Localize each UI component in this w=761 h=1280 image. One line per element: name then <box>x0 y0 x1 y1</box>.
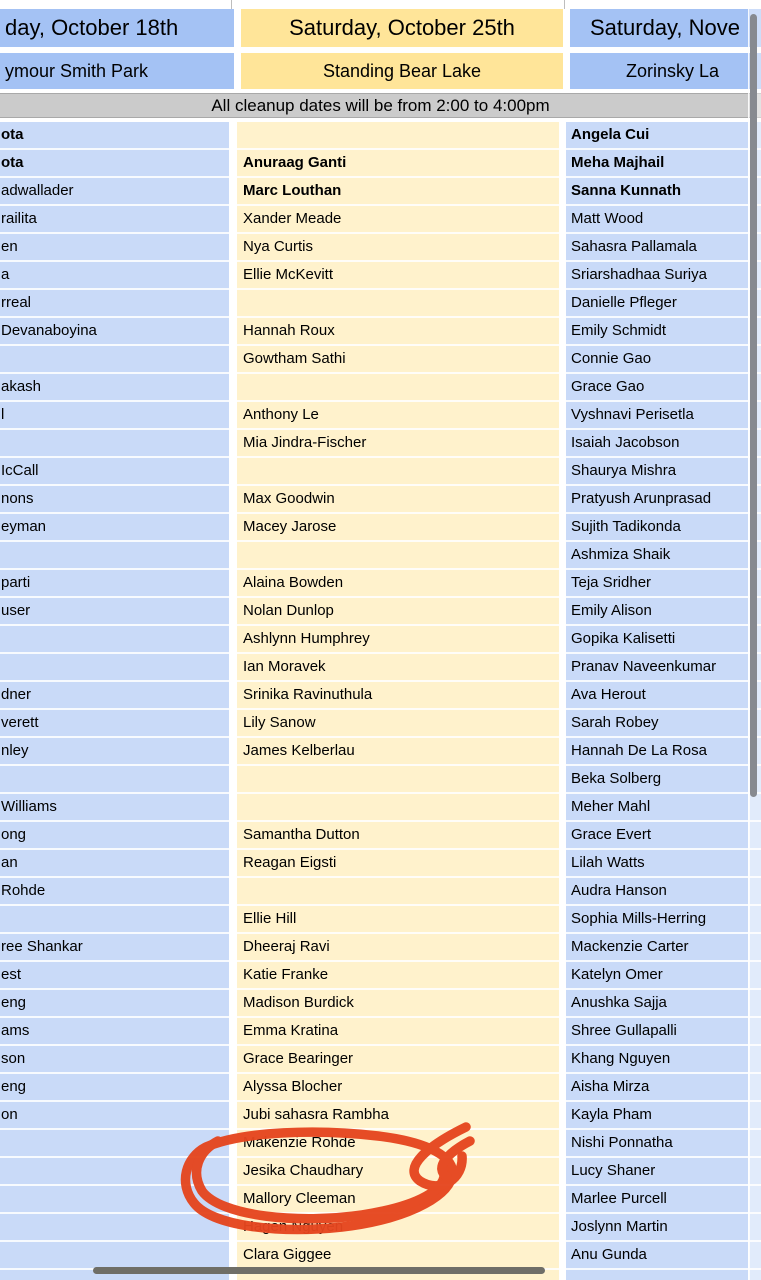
cell[interactable]: Isaiah Jacobson <box>566 430 761 458</box>
cell[interactable]: Meher Mahl <box>566 794 761 822</box>
vertical-scrollbar-thumb[interactable] <box>750 14 757 797</box>
table-row <box>0 178 761 206</box>
cell[interactable]: Lucy Shaner <box>566 1158 761 1186</box>
table-row <box>0 626 761 654</box>
cell[interactable]: eng <box>0 1074 229 1102</box>
cell[interactable]: ams <box>0 1018 229 1046</box>
cell[interactable]: Aisha Mirza <box>566 1074 761 1102</box>
cell[interactable] <box>0 542 229 570</box>
table-row <box>0 1102 761 1130</box>
location-col3[interactable]: Zorinsky La <box>570 53 761 89</box>
cell[interactable]: Lily Sanow <box>237 710 559 738</box>
cell[interactable]: Mackenzie Carter <box>566 934 761 962</box>
table-row <box>0 570 761 598</box>
cell[interactable]: Alyssa Blocher <box>237 1074 559 1102</box>
cell[interactable] <box>237 878 559 906</box>
table-row <box>0 682 761 710</box>
table-row <box>0 514 761 542</box>
cell[interactable]: ong <box>0 822 229 850</box>
cell[interactable]: Sriarshadhaa Suriya <box>566 262 761 290</box>
cell[interactable]: Nolan Dunlop <box>237 598 559 626</box>
location-col2[interactable]: Standing Bear Lake <box>241 53 563 89</box>
cell[interactable]: Marc Louthan <box>237 178 559 206</box>
cell[interactable] <box>237 458 559 486</box>
cell[interactable]: on <box>0 1102 229 1130</box>
cell[interactable]: akash <box>0 374 229 402</box>
table-row <box>0 430 761 458</box>
cell[interactable] <box>0 1158 229 1186</box>
cell[interactable] <box>237 794 559 822</box>
cell[interactable]: Hannah De La Rosa <box>566 738 761 766</box>
cell[interactable]: Anuraag Ganti <box>237 150 559 178</box>
cell[interactable]: nons <box>0 486 229 514</box>
table-row <box>0 122 761 150</box>
cell[interactable]: a <box>0 262 229 290</box>
table-row <box>0 1018 761 1046</box>
cell[interactable]: Emma Kratina <box>237 1018 559 1046</box>
cell[interactable] <box>0 626 229 654</box>
cell[interactable]: Teja Sridher <box>566 570 761 598</box>
cell[interactable]: Devanaboyina <box>0 318 229 346</box>
cell[interactable]: Katie Franke <box>237 962 559 990</box>
table-row <box>0 1242 761 1270</box>
date-header-col2[interactable]: Saturday, October 25th <box>241 9 563 47</box>
cell[interactable]: Anushka Sajja <box>566 990 761 1018</box>
cell[interactable] <box>0 1130 229 1158</box>
cell[interactable]: Max Goodwin <box>237 486 559 514</box>
location-header-row <box>0 53 761 89</box>
cell[interactable]: Makenzie Rohde <box>237 1130 559 1158</box>
cell[interactable]: Samantha Dutton <box>237 822 559 850</box>
cell[interactable]: railita <box>0 206 229 234</box>
cell[interactable]: Shaurya Mishra <box>566 458 761 486</box>
table-row <box>0 794 761 822</box>
table-body <box>0 122 761 1280</box>
cell[interactable]: adwallader <box>0 178 229 206</box>
horizontal-scrollbar-thumb[interactable] <box>93 1267 545 1274</box>
cell[interactable]: Grace Gao <box>566 374 761 402</box>
cell[interactable]: Sujith Tadikonda <box>566 514 761 542</box>
table-row <box>0 766 761 794</box>
table-row <box>0 1046 761 1074</box>
table-row <box>0 738 761 766</box>
cell[interactable]: Ashmiza Shaik <box>566 542 761 570</box>
cell[interactable]: Anthony Le <box>237 402 559 430</box>
gridline <box>231 0 232 9</box>
date-header-row <box>0 9 761 47</box>
cell[interactable]: Ava Herout <box>566 682 761 710</box>
cell[interactable]: Khang Nguyen <box>566 1046 761 1074</box>
cell[interactable]: Madison Burdick <box>237 990 559 1018</box>
cell[interactable]: Mia Jindra-Fischer <box>237 430 559 458</box>
cell[interactable]: ree Shankar <box>0 934 229 962</box>
table-row <box>0 1130 761 1158</box>
cell[interactable]: parti <box>0 570 229 598</box>
cell[interactable]: nley <box>0 738 229 766</box>
cell[interactable]: ota <box>0 122 229 150</box>
cell[interactable] <box>237 542 559 570</box>
cell[interactable]: Beka Solberg <box>566 766 761 794</box>
cell[interactable]: Sahasra Pallamala <box>566 234 761 262</box>
table-row <box>0 374 761 402</box>
cell[interactable]: Emily Alison <box>566 598 761 626</box>
cell[interactable]: son <box>0 1046 229 1074</box>
cell[interactable]: verett <box>0 710 229 738</box>
cell[interactable] <box>0 766 229 794</box>
cell[interactable]: Ellie Hill <box>237 906 559 934</box>
cell[interactable]: Sarah Robey <box>566 710 761 738</box>
table-row <box>0 906 761 934</box>
table-row <box>0 1158 761 1186</box>
table-row <box>0 542 761 570</box>
cell[interactable]: Emily Schmidt <box>566 318 761 346</box>
cell[interactable]: Ellie McKevitt <box>237 262 559 290</box>
table-row <box>0 458 761 486</box>
table-row <box>0 150 761 178</box>
cell[interactable]: Ian Moravek <box>237 654 559 682</box>
table-row <box>0 654 761 682</box>
cell[interactable] <box>237 766 559 794</box>
cell[interactable]: dner <box>0 682 229 710</box>
cell[interactable]: Reagan Eigsti <box>237 850 559 878</box>
cell[interactable]: Audra Hanson <box>566 878 761 906</box>
location-col1[interactable]: ymour Smith Park <box>0 53 234 89</box>
cell[interactable]: en <box>0 234 229 262</box>
cell[interactable]: Gopika Kalisetti <box>566 626 761 654</box>
cell[interactable]: Hagen Nguyen <box>237 1214 559 1242</box>
cell[interactable]: Joslynn Martin <box>566 1214 761 1242</box>
cell[interactable]: Anu Gunda <box>566 1242 761 1270</box>
banner-note[interactable]: All cleanup dates will be from 2:00 to 4:00pm <box>0 93 761 118</box>
cell[interactable]: Katelyn Omer <box>566 962 761 990</box>
table-row <box>0 850 761 878</box>
cell[interactable] <box>0 654 229 682</box>
cell[interactable]: Grace Bearinger <box>237 1046 559 1074</box>
cell[interactable] <box>0 906 229 934</box>
table-row <box>0 962 761 990</box>
table-row <box>0 290 761 318</box>
cell[interactable]: Vyshnavi Perisetla <box>566 402 761 430</box>
cell[interactable]: Ashlynn Humphrey <box>237 626 559 654</box>
table-row <box>0 206 761 234</box>
cell[interactable]: Macey Jarose <box>237 514 559 542</box>
cell[interactable]: Rohde <box>0 878 229 906</box>
cell[interactable]: Xander Meade <box>237 206 559 234</box>
cell[interactable]: Marlee Purcell <box>566 1186 761 1214</box>
cell[interactable]: eng <box>0 990 229 1018</box>
cell[interactable]: Connie Gao <box>566 346 761 374</box>
cell[interactable] <box>0 1242 229 1270</box>
date-header-col3[interactable]: Saturday, Nove <box>570 9 761 47</box>
cell[interactable]: l <box>0 402 229 430</box>
table-row <box>0 1186 761 1214</box>
cell[interactable]: ota <box>0 150 229 178</box>
cell[interactable] <box>0 346 229 374</box>
table-row <box>0 598 761 626</box>
table-row <box>0 1074 761 1102</box>
cell[interactable]: Meha Majhail <box>566 150 761 178</box>
gridline <box>564 0 565 9</box>
cell[interactable]: Pranav Naveenkumar <box>566 654 761 682</box>
cell[interactable]: Angela Cui <box>566 122 761 150</box>
cell[interactable]: Jesika Chaudhary <box>237 1158 559 1186</box>
cell[interactable]: rreal <box>0 290 229 318</box>
cell[interactable]: Sophia Mills-Herring <box>566 906 761 934</box>
table-row <box>0 234 761 262</box>
table-row <box>0 822 761 850</box>
cell[interactable]: Jubi sahasra Rambha <box>237 1102 559 1130</box>
cell[interactable]: Kayla Pham <box>566 1102 761 1130</box>
cell[interactable] <box>0 1214 229 1242</box>
cell[interactable] <box>237 290 559 318</box>
cell[interactable]: Matt Wood <box>566 206 761 234</box>
cell[interactable] <box>566 1270 761 1280</box>
cell[interactable]: Danielle Pfleger <box>566 290 761 318</box>
table-row <box>0 486 761 514</box>
table-row <box>0 710 761 738</box>
table-row <box>0 934 761 962</box>
table-row <box>0 990 761 1018</box>
table-row <box>0 262 761 290</box>
cell[interactable]: Nishi Ponnatha <box>566 1130 761 1158</box>
table-row <box>0 318 761 346</box>
cell[interactable]: Hannah Roux <box>237 318 559 346</box>
cell[interactable]: Lilah Watts <box>566 850 761 878</box>
table-row <box>0 1214 761 1242</box>
cell[interactable]: James Kelberlau <box>237 738 559 766</box>
cell[interactable]: an <box>0 850 229 878</box>
cell[interactable]: Pratyush Arunprasad <box>566 486 761 514</box>
cell[interactable]: Clara Giggee <box>237 1242 559 1270</box>
cell[interactable]: Sanna Kunnath <box>566 178 761 206</box>
cell[interactable]: eyman <box>0 514 229 542</box>
cell[interactable]: Alaina Bowden <box>237 570 559 598</box>
cell[interactable]: Dheeraj Ravi <box>237 934 559 962</box>
cell[interactable]: Mallory Cleeman <box>237 1186 559 1214</box>
table-row <box>0 346 761 374</box>
date-header-col1[interactable]: day, October 18th <box>0 9 234 47</box>
cell[interactable] <box>237 122 559 150</box>
cell[interactable]: Williams <box>0 794 229 822</box>
cell[interactable]: user <box>0 598 229 626</box>
cell[interactable]: IcCall <box>0 458 229 486</box>
cell[interactable]: Shree Gullapalli <box>566 1018 761 1046</box>
cell[interactable] <box>237 374 559 402</box>
cell[interactable]: Srinika Ravinuthula <box>237 682 559 710</box>
cell[interactable]: Grace Evert <box>566 822 761 850</box>
table-row <box>0 402 761 430</box>
cell[interactable]: est <box>0 962 229 990</box>
cell[interactable]: Nya Curtis <box>237 234 559 262</box>
cell[interactable] <box>0 1186 229 1214</box>
table-row <box>0 878 761 906</box>
cell[interactable]: Gowtham Sathi <box>237 346 559 374</box>
cell[interactable] <box>0 430 229 458</box>
